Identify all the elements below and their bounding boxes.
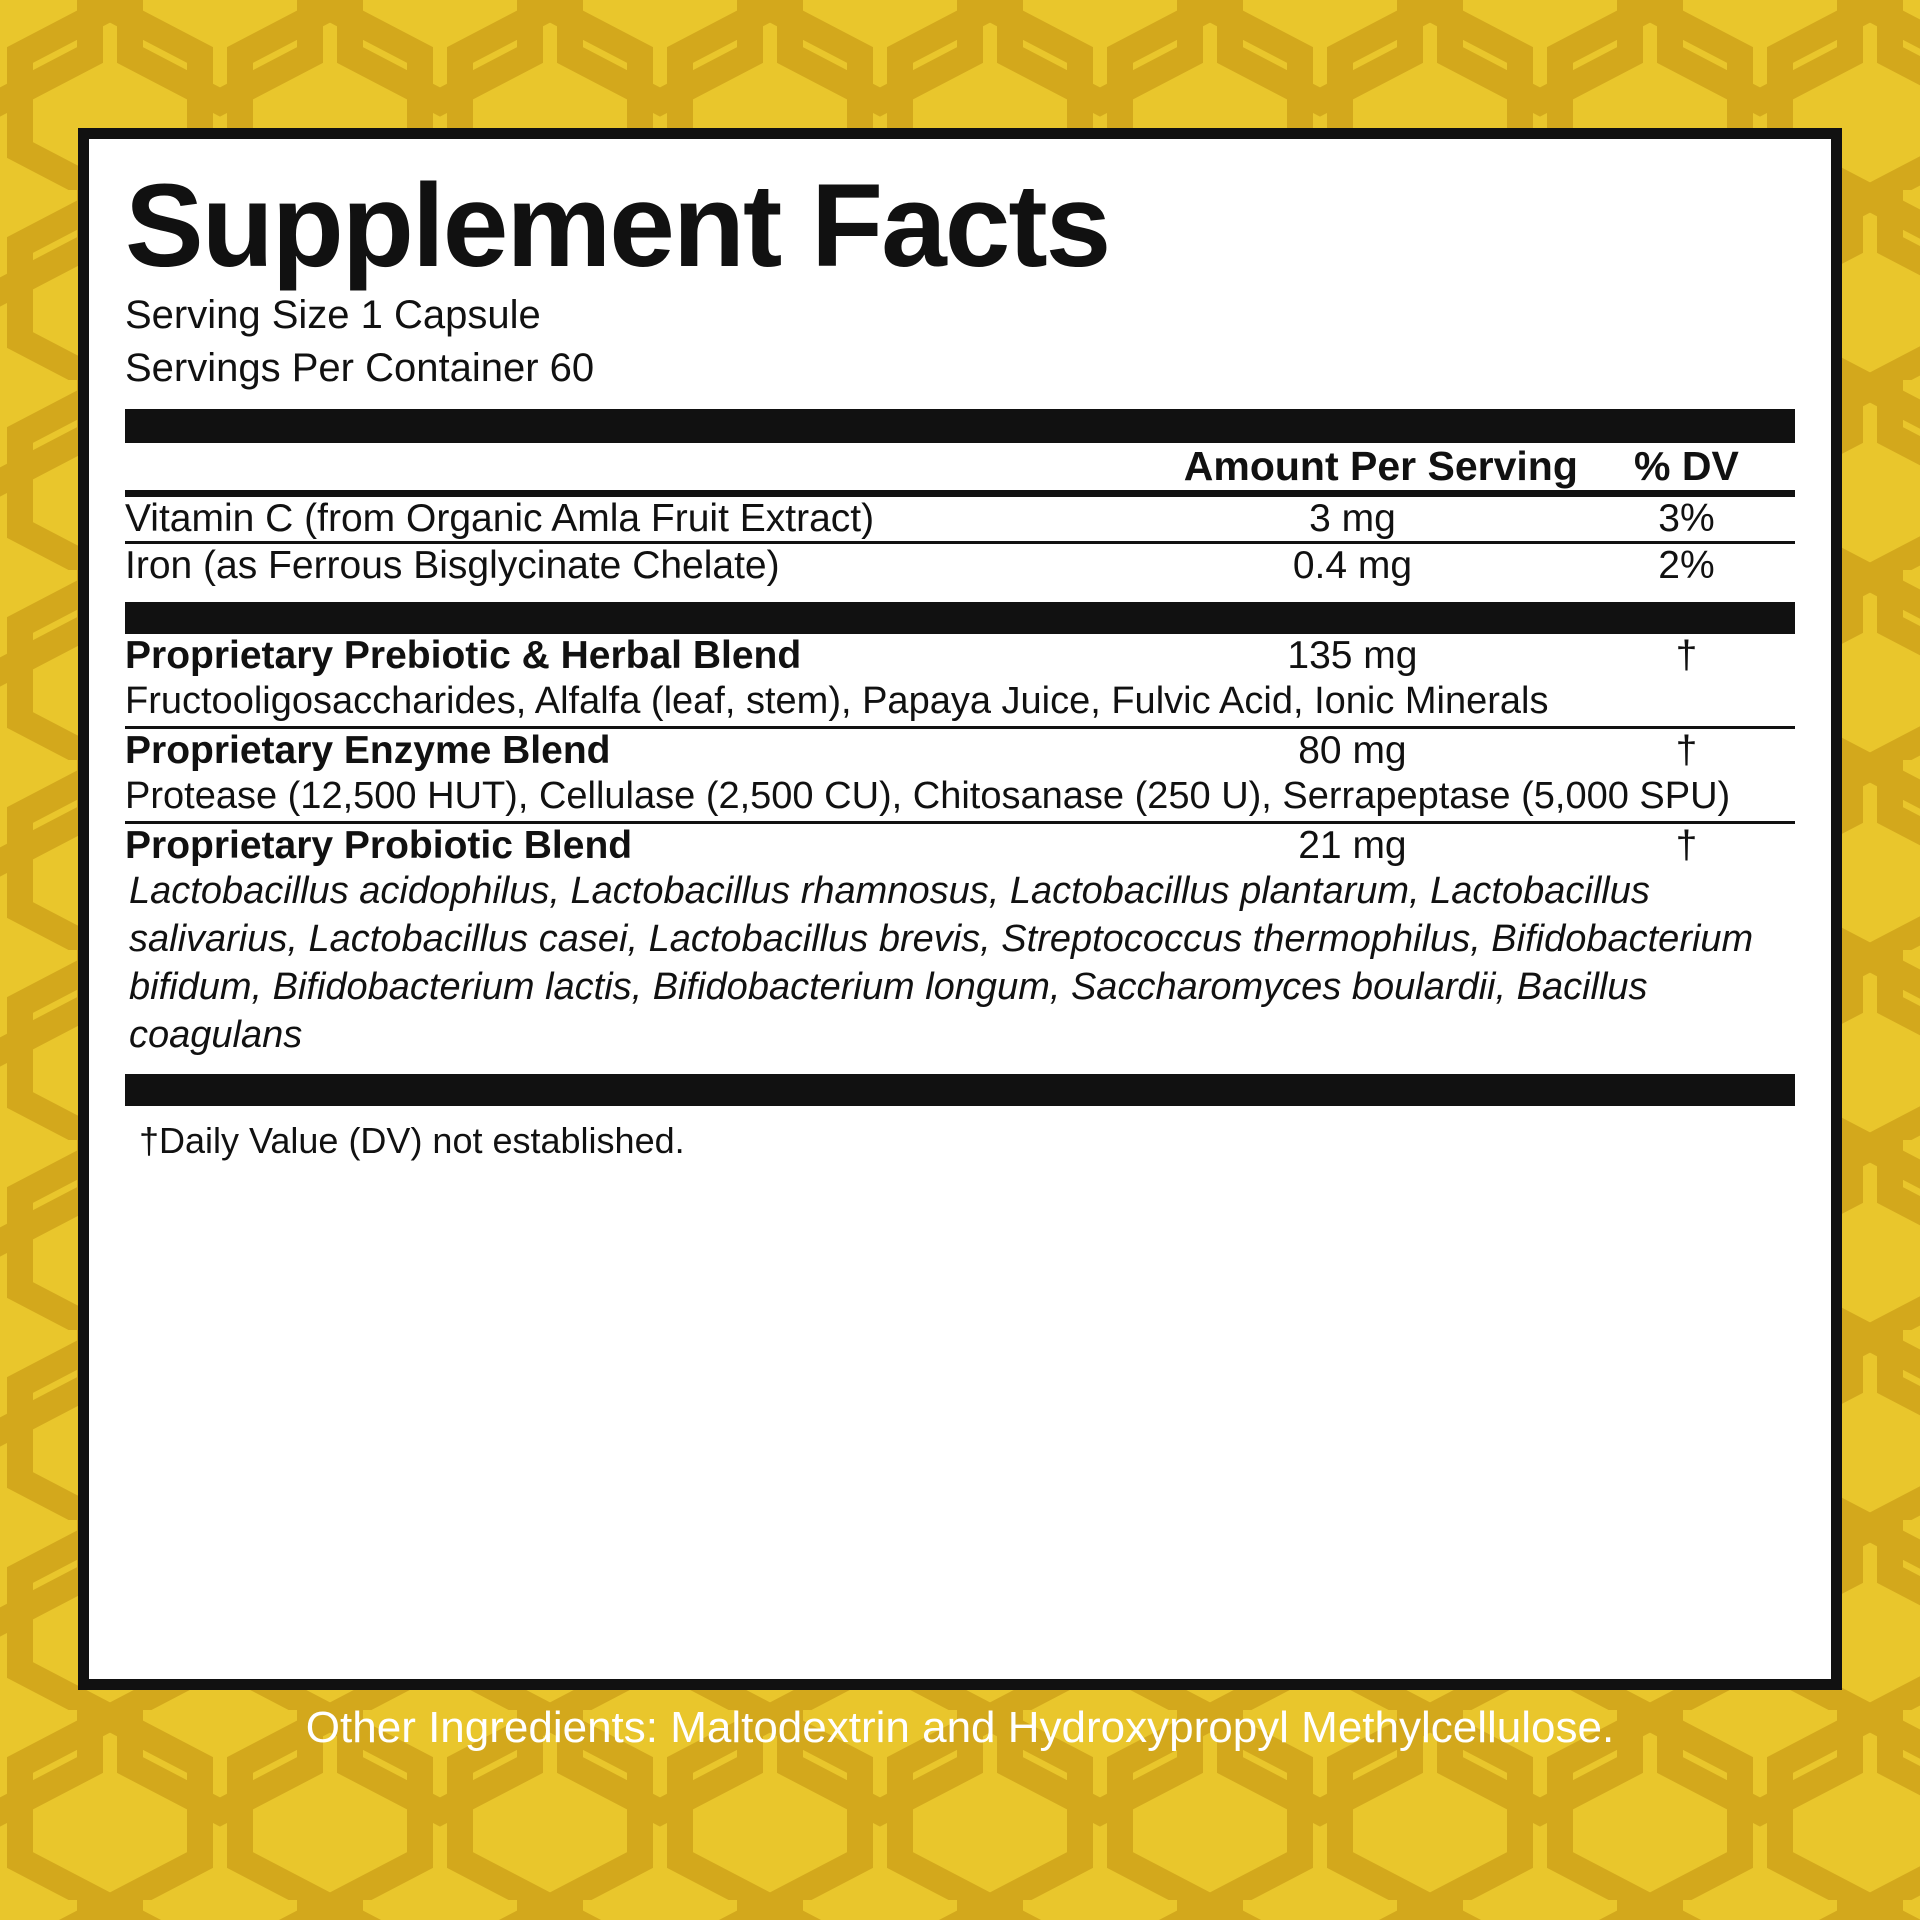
blend-ingredients: Fructooligosaccharides, Alfalfa (leaf, stem), Papaya Juice, Fulvic Acid, Ionic Minerals [125,680,1549,723]
divider-under-header [125,490,1795,497]
nutrient-table [125,497,1795,588]
table-row [125,824,1795,868]
facts-table [125,443,1795,490]
blend-amount: 21 mg [1298,824,1407,868]
serving-size: Serving Size 1 Capsule [125,293,541,337]
divider-thick-middle [125,602,1795,634]
nutrient-dv: 3% [1658,497,1715,541]
table-row [125,543,1795,589]
blend-name: Proprietary Enzyme Blend [125,729,611,773]
blend-dv: † [1675,824,1698,868]
nutrient-dv: 2% [1658,544,1715,588]
divider-thick-bottom [125,1074,1795,1106]
blend-amount: 135 mg [1287,634,1418,678]
table-row [125,773,1795,821]
other-ingredients: Other Ingredients: Maltodextrin and Hydroxypropyl Methylcellulose. [305,1703,1615,1752]
header-blank [125,443,1127,490]
nutrient-amount: 0.4 mg [1292,544,1413,588]
blend-ingredients: Lactobacillus acidophilus, Lactobacillus rhamnosus, Lactobacillus plantarum, Lactobacillus salivarius, Lactobacillus casei, Lactobacillus brevis, Streptococcus thermophilus, Bifidobacterium bifidum, Bifidobacterium lactis, Bifidobacterium longum, Saccharomyces boulardii, Bacillus coagulans [129,870,1754,1056]
supplement-facts-panel [78,128,1842,1690]
servings-per-container: Servings Per Container 60 [125,346,595,391]
blend-name: Proprietary Probiotic Blend [125,824,633,868]
nutrient-amount: 3 mg [1309,497,1396,541]
table-header-row [125,443,1795,490]
nutrient-name: Iron (as Ferrous Bisglycinate Chelate) [125,544,780,588]
blend-name: Proprietary Prebiotic & Herbal Blend [125,634,802,678]
blend-ingredients: Protease (12,500 HUT), Cellulase (2,500 CU), Chitosanase (250 U), Serrapeptase (5,000 SPU) [125,775,1731,818]
blend-table [125,634,1795,1059]
footnote-daily-value: †Daily Value (DV) not established. [139,1119,685,1161]
blend-amount: 80 mg [1298,729,1407,773]
blend-dv: † [1675,634,1698,678]
table-row [125,497,1795,543]
table-row [125,868,1795,1060]
nutrient-name: Vitamin C (from Organic Amla Fruit Extract) [125,497,875,541]
table-row [125,678,1795,726]
table-row [125,729,1795,773]
page-title: Supplement Facts [125,160,1110,292]
blend-dv: † [1675,729,1698,773]
header-amount-per-serving: Amount Per Serving [1183,443,1578,490]
divider-thick-top [125,409,1795,443]
header-percent-dv: % DV [1634,443,1739,490]
table-row [125,634,1795,678]
